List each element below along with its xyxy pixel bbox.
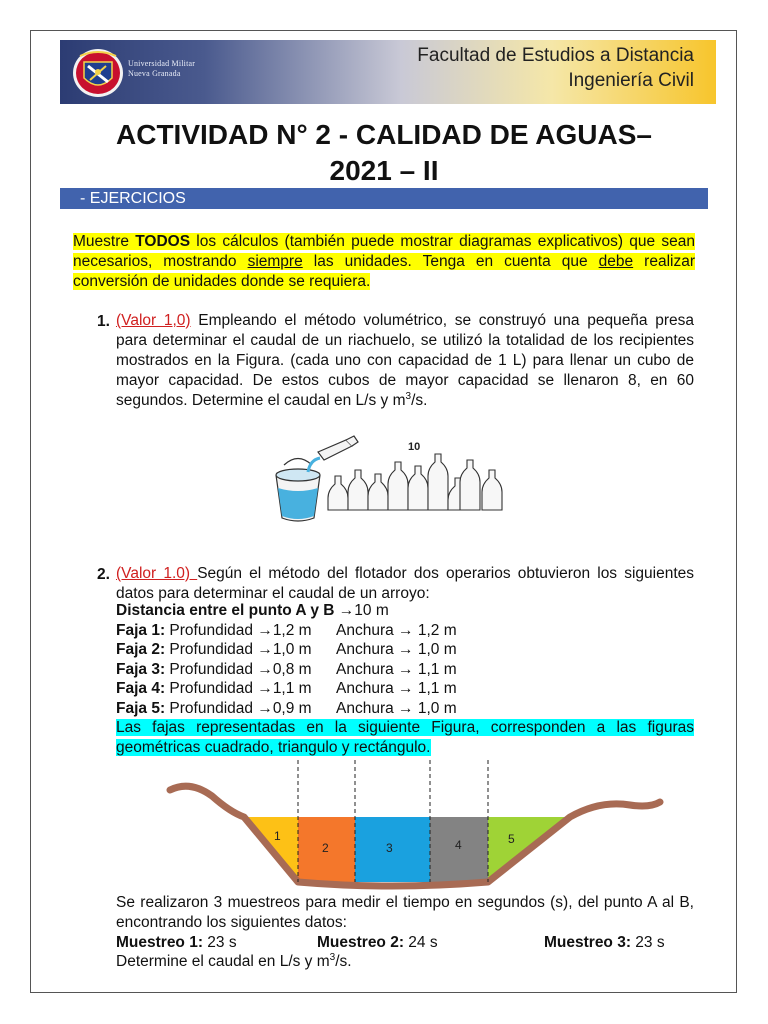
university-name: Universidad Militar Nueva Granada (128, 59, 196, 78)
instructions: Muestre TODOS los cálculos (también puede mostrar diagramas explicativos) que sean necesarios, mostrando siempre las unidades. Tenga en cuenta que debe realizar conversión de unidades donde se requiera. (73, 233, 695, 290)
strip-label-3: 3 (386, 841, 393, 855)
bottle-icon (368, 474, 388, 510)
bottle-icon (428, 454, 448, 510)
section-heading: - EJERCICIOS (60, 188, 708, 209)
samples-intro: Se realizaron 3 muestreos para medir el tiempo en segundos (s), del punto A al B, encontrando los siguientes datos: (116, 894, 694, 931)
faculty-name: Facultad de Estudios a Distancia (417, 45, 694, 66)
bottle-icon (408, 466, 428, 510)
distance-line: Distancia entre el punto A y B →10 m (116, 602, 389, 619)
bottle-icon (328, 476, 348, 510)
exercise-2-text: (Valor 1.0) Según el método del flotador dos operarios obtuvieron los siguientes datos para determinar el caudal de un arroyo: (116, 565, 694, 602)
exercise-2-number: 2. (97, 566, 110, 583)
program-name: Ingeniería Civil (568, 70, 694, 91)
faja-5-width: Anchura → 1,0 m (336, 700, 457, 717)
strip-label-4: 4 (455, 838, 462, 852)
faja-2: Faja 2: Profundidad →1,0 m (116, 641, 312, 658)
exercise-1-number: 1. (97, 313, 110, 330)
faja-1: Faja 1: Profundidad →1,2 m (116, 622, 312, 639)
bucket-bottles-figure (268, 430, 508, 526)
strip-label-5: 5 (508, 832, 515, 846)
faja-5: Faja 5: Profundidad →0,9 m (116, 700, 312, 717)
faja-3: Faja 3: Profundidad →0,8 m (116, 661, 312, 678)
strip-label-1: 1 (274, 829, 281, 843)
page-title: ACTIVIDAD N° 2 - CALIDAD DE AGUAS– 2021 – II (116, 119, 652, 186)
sample-2: Muestreo 2: 24 s (317, 934, 438, 951)
sample-1: Muestreo 1: 23 s (116, 934, 237, 951)
sample-3: Muestreo 3: 23 s (544, 934, 665, 951)
exercise-1-text: (Valor 1,0) Empleando el método volumétrico, se construyó una pequeña presa para determinar el caudal de un riachuelo, se utilizó la totalidad de los recipientes mostrados en la Figura. (cada uno con capacidad de 1 L) para llenar un cubo de mayor capacidad. De estos cubos de mayor capacidad se llenaron 8, en 60 segundos. Determine el caudal en L/s y $m^3/s$. (116, 312, 694, 409)
figure-count-label: 10 (408, 441, 421, 453)
faja-4-width: Anchura → 1,1 m (336, 680, 457, 697)
figure-note: Las fajas representadas en la siguiente Figura, corresponden a las figuras geométricas cuadrado, triangulo y rectángulo. (116, 719, 694, 756)
faja-1-width: Anchura → 1,2 m (336, 622, 457, 639)
strip-label-2: 2 (322, 841, 329, 855)
university-crest-icon (70, 44, 126, 100)
bottle-icon (482, 470, 502, 510)
bottle-icon (388, 462, 408, 510)
bottle-icon (460, 460, 480, 510)
header-faculty (417, 43, 694, 93)
faja-4: Faja 4: Profundidad →1,1 m (116, 680, 312, 697)
faja-3-width: Anchura → 1,1 m (336, 661, 457, 678)
final-question: Determine el caudal en L/s y $m^3/s$. (116, 951, 352, 970)
bottle-icon (348, 470, 368, 510)
faja-2-width: Anchura → 1,0 m (336, 641, 457, 658)
header-banner (60, 40, 716, 104)
channel-section-figure (160, 760, 670, 900)
